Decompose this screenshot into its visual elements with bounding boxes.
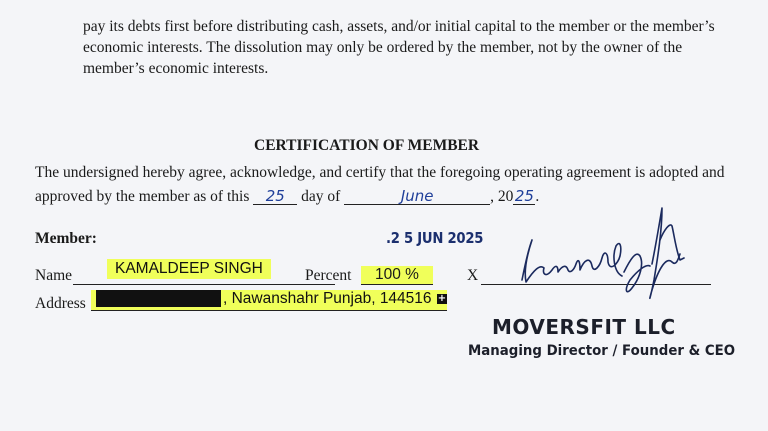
name-value: KAMALDEEP SINGH [107,259,271,279]
address-value: , Nawanshahr Punjab, 144516 [223,290,432,307]
address-label: Address [35,295,86,312]
redaction-box [96,290,221,307]
month-field: June [344,188,490,205]
date-stamp: .2 5 JUN 2025 [386,229,484,247]
name-underline [73,284,335,285]
percent-label: Percent [305,267,352,284]
company-stamp: MOVERSFIT LLC [492,315,676,339]
name-label: Name [35,267,73,284]
dissolution-paragraph: pay its debts first before distributing cash, assets, and/or initial capital to the member or the member’s economic interests. The dissolution may only be ordered by the member, not by the owner of the member’s economic interests. [83,18,715,77]
day-field: 25 [253,188,297,205]
period: . [535,188,540,205]
plus-icon: + [437,293,447,304]
day-of-text: day of [301,188,341,205]
percent-value: 100 % [361,266,433,285]
role-stamp: Managing Director / Founder & CEO [468,343,736,359]
year-field: 25 [514,187,534,205]
certification-text: The undersigned hereby agree, acknowledge, and certify that the foregoing operating agreement is adopted and approved by the member as of this [35,164,725,205]
year-prefix: , 20 [490,188,514,205]
certification-title: CERTIFICATION OF MEMBER [254,137,480,154]
signature-x-label: X [467,267,479,284]
handwritten-signature [512,200,692,310]
member-label: Member: [35,230,97,247]
